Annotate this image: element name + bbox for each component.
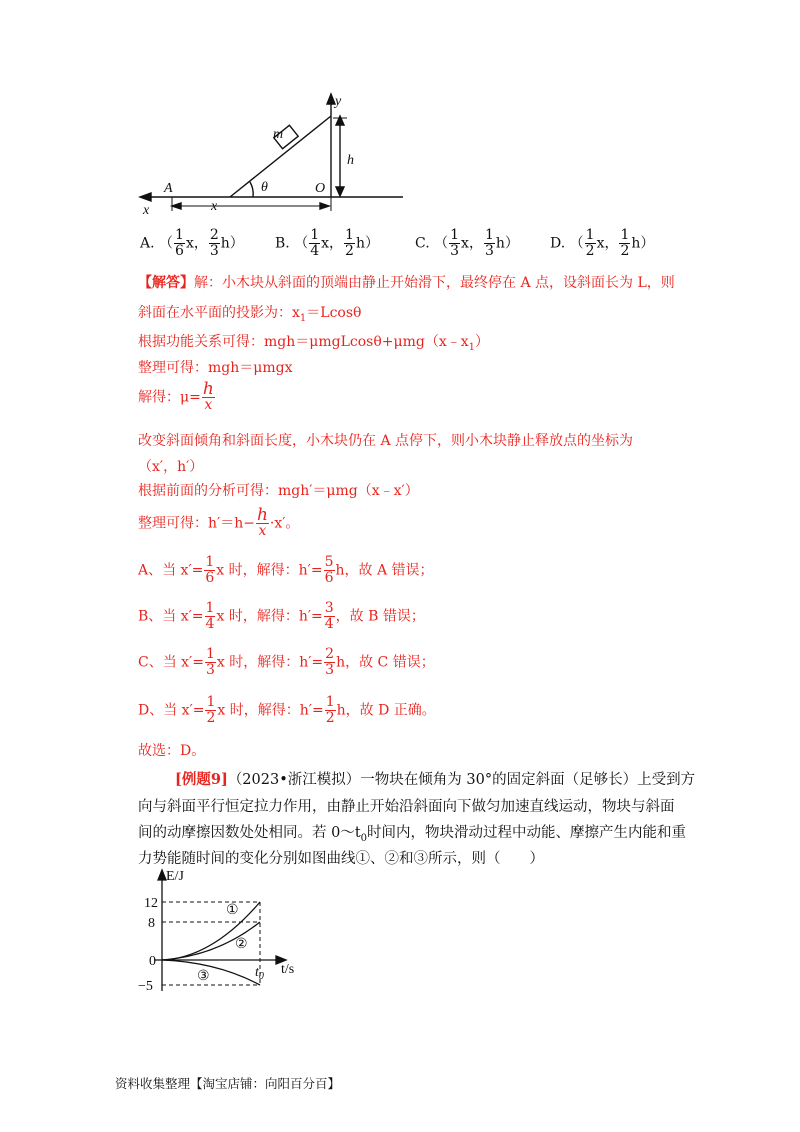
case-c: C、当 x′= $\frac{1}{3}$ x 时，解得：h′= $\frac{2}{3}$ h，故 C 错误； xyxy=(138,646,435,678)
solution-line-9: 整理可得：h′＝h− $\frac{h}{x}$ ·x′。 xyxy=(138,505,300,539)
energy-time-graph xyxy=(132,866,332,996)
example-line-4: 力势能随时间的变化分别如图曲线①、②和③所示，则（ ） xyxy=(138,851,544,867)
solution-line-5: 解得：μ= $\frac{h}{x}$ xyxy=(138,379,214,413)
example-line-2: 向与斜面平行恒定拉力作用，由静止开始沿斜面向下做匀加速直线运动，物块与斜面 xyxy=(138,799,675,815)
theta-arc xyxy=(250,182,253,197)
option-c[interactable]: C. （ $\frac{1}{3}$ x， $\frac{1}{3}$ h） xyxy=(415,227,519,259)
label-x-axis: x xyxy=(143,203,150,218)
tick-neg5: −5 xyxy=(138,979,153,994)
case-a: A、当 x′= $\frac{1}{6}$ x 时，解得：h′= $\frac{5}{6}$ h，故 A 错误； xyxy=(138,554,434,586)
label-m: m xyxy=(273,127,284,142)
y-axis-arrow xyxy=(327,94,335,104)
label-A: A xyxy=(164,181,173,196)
t0-label: $t_0$ xyxy=(255,965,264,982)
case-b: B、当 x′= $\frac{1}{4}$ x 时，解得：h′= $\frac{3}{4}$ ，故 B 错误； xyxy=(138,600,425,632)
tick-0: 0 xyxy=(149,954,156,969)
solution-line-2: 斜面在水平面的投影为：$x_1=Lcos\theta$ xyxy=(138,305,362,324)
label-O: O xyxy=(315,181,326,196)
option-b[interactable]: B. （ $\frac{1}{4}$ x， $\frac{1}{2}$ h） xyxy=(275,227,379,259)
footer-note: 资料收集整理【淘宝店铺：向阳百分百】 xyxy=(115,1076,341,1091)
case-d: D、当 x′= $\frac{1}{2}$ x 时，解得：h′= $\frac{1}{2}$ h，故 D 正确。 xyxy=(138,694,436,726)
option-d[interactable]: D. （ $\frac{1}{2}$ x， $\frac{1}{2}$ h） xyxy=(550,227,655,259)
solution-line-3: 根据功能关系可得：$mgh=\mu mgLcos\theta+\mu mg(x﹣x_1)$ xyxy=(138,334,490,353)
ylabel: E/J xyxy=(166,869,184,884)
label-theta: θ xyxy=(261,180,268,195)
tick-8: 8 xyxy=(148,916,155,931)
solution-line-6: 改变斜面倾角和斜面长度，小木块仍在 A 点停下，则小木块静止释放点的坐标为 xyxy=(138,433,634,449)
tick-12: 12 xyxy=(144,896,158,911)
x-axis-arrow xyxy=(140,193,151,201)
curve-label-2: ② xyxy=(235,937,248,952)
label-y: y xyxy=(335,94,342,109)
solution-line-7: （x′，h′） xyxy=(138,459,204,475)
curve-label-1: ① xyxy=(226,903,239,918)
solution-choose: 故选：D。 xyxy=(138,743,206,759)
label-x-dim: x xyxy=(211,199,218,214)
incline-diagram xyxy=(135,90,410,220)
example-line-1: [例题9]（2023•浙江模拟）一物块在倾角为 30°的固定斜面（足够长）上受到方 xyxy=(175,771,696,788)
curve-label-3: ③ xyxy=(197,969,210,984)
solution-line-4: 整理可得：mgh＝μmgx xyxy=(138,360,293,376)
example-line-3: 间的动摩擦因数处处相同。若 $0\sim t_0$时间内，物块滑动过程中动能、摩擦产生内能和重 xyxy=(138,825,687,844)
solution-line-8: 根据前面的分析可得：mgh′＝μmg（x﹣x′） xyxy=(138,483,419,499)
solution-line-1: 【解答】解：小木块从斜面的顶端由静止开始滑下，最终停在 A 点，设斜面长为 L，则 xyxy=(138,275,675,291)
label-h: h xyxy=(347,153,354,168)
curve-3 xyxy=(162,960,260,985)
option-a[interactable]: A. （ $\frac{1}{6}$ x， $\frac{2}{3}$ h） xyxy=(140,227,244,259)
xlabel: t/s xyxy=(281,962,295,977)
